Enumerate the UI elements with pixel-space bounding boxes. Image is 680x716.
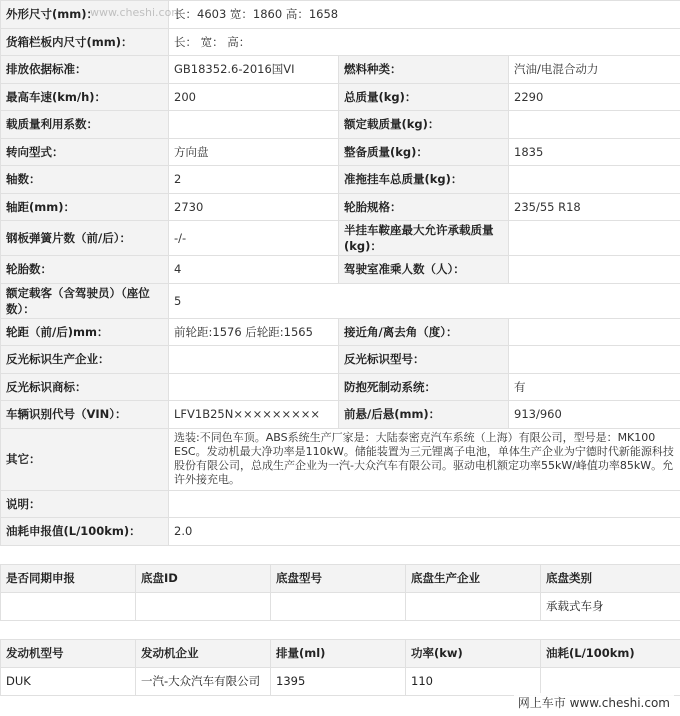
spec-label: 油耗申报值(L/100km)： bbox=[1, 518, 169, 546]
spec-row bbox=[1, 28, 680, 56]
chassis-header-sync: 是否同期申报 bbox=[1, 564, 136, 592]
spec-row bbox=[1, 518, 680, 546]
spec-row bbox=[1, 111, 680, 139]
spec-row bbox=[1, 83, 680, 111]
spec-label: 轴数： bbox=[1, 166, 169, 194]
spec-value bbox=[169, 490, 680, 518]
spec-label: 车辆识别代号（VIN）： bbox=[1, 401, 169, 429]
spec-row bbox=[1, 221, 680, 256]
chassis-value-category: 承载式车身 bbox=[541, 592, 680, 620]
spec-value bbox=[509, 111, 680, 139]
spec-row bbox=[1, 256, 680, 284]
chassis-header-maker: 底盘生产企业 bbox=[406, 564, 541, 592]
spec-value: 前轮距:1576 后轮距:1565 bbox=[169, 318, 339, 346]
engine-value-maker: 一汽-大众汽车有限公司 bbox=[136, 667, 271, 695]
spec-label: 前悬/后悬(mm)： bbox=[339, 401, 509, 429]
spec-value bbox=[169, 111, 339, 139]
engine-value-power: 110 bbox=[406, 667, 541, 695]
spec-value: -/- bbox=[169, 221, 339, 256]
spec-value: LFV1B25N××××××××× bbox=[169, 401, 339, 429]
engine-table bbox=[0, 639, 680, 696]
spec-label: 接近角/离去角（度）： bbox=[339, 318, 509, 346]
engine-header-power: 功率(kw) bbox=[406, 639, 541, 667]
spec-label: 外形尺寸(mm)： bbox=[1, 1, 169, 29]
spec-label: 转向型式： bbox=[1, 138, 169, 166]
chassis-value-model bbox=[271, 592, 406, 620]
spec-label: 燃料种类： bbox=[339, 56, 509, 84]
engine-header-consumption: 油耗(L/100km) bbox=[541, 639, 680, 667]
spec-value: 200 bbox=[169, 83, 339, 111]
spec-label: 最高车速(km/h)： bbox=[1, 83, 169, 111]
engine-header-maker: 发动机企业 bbox=[136, 639, 271, 667]
spec-row bbox=[1, 283, 680, 318]
engine-value-displacement: 1395 bbox=[271, 667, 406, 695]
spec-label: 防抱死制动系统： bbox=[339, 373, 509, 401]
chassis-header-row bbox=[1, 564, 680, 592]
spec-row bbox=[1, 166, 680, 194]
spec-value: 2730 bbox=[169, 193, 339, 221]
spec-value: 方向盘 bbox=[169, 138, 339, 166]
chassis-value-row bbox=[1, 592, 680, 620]
spec-label: 货箱栏板内尺寸(mm)： bbox=[1, 28, 169, 56]
spec-value bbox=[169, 346, 339, 374]
spec-value: 1835 bbox=[509, 138, 680, 166]
spec-row bbox=[1, 373, 680, 401]
engine-header-model: 发动机型号 bbox=[1, 639, 136, 667]
spec-row bbox=[1, 138, 680, 166]
spec-row bbox=[1, 56, 680, 84]
chassis-value-maker bbox=[406, 592, 541, 620]
spec-value: 汽油/电混合动力 bbox=[509, 56, 680, 84]
spec-value: GB18352.6-2016国VI bbox=[169, 56, 339, 84]
chassis-value-sync bbox=[1, 592, 136, 620]
engine-value-row bbox=[1, 667, 680, 695]
spec-row bbox=[1, 490, 680, 518]
spec-label: 排放依据标准： bbox=[1, 56, 169, 84]
spec-label: 反光标识型号： bbox=[339, 346, 509, 374]
watermark-bottom: 网上车市 www.cheshi.com bbox=[514, 693, 674, 712]
chassis-table bbox=[0, 564, 680, 621]
spec-row bbox=[1, 193, 680, 221]
spec-label: 钢板弹簧片数（前/后）： bbox=[1, 221, 169, 256]
spec-label: 轮距（前/后)mm： bbox=[1, 318, 169, 346]
spec-value: 2 bbox=[169, 166, 339, 194]
spec-value: 长：4603 宽：1860 高：1658 bbox=[169, 1, 680, 29]
spec-value bbox=[509, 318, 680, 346]
spec-label: 轴距(mm)： bbox=[1, 193, 169, 221]
spec-value bbox=[509, 166, 680, 194]
spec-label: 其它： bbox=[1, 428, 169, 490]
spec-label: 总质量(kg)： bbox=[339, 83, 509, 111]
spec-value: 2.0 bbox=[169, 518, 680, 546]
spec-label: 轮胎数： bbox=[1, 256, 169, 284]
chassis-header-id: 底盘ID bbox=[136, 564, 271, 592]
spec-label: 准拖挂车总质量(kg)： bbox=[339, 166, 509, 194]
spec-label: 额定载客（含驾驶员）（座位数）： bbox=[1, 283, 169, 318]
spec-label: 整备质量(kg)： bbox=[339, 138, 509, 166]
spec-value: 有 bbox=[509, 373, 680, 401]
engine-header-row bbox=[1, 639, 680, 667]
spec-value: 2290 bbox=[509, 83, 680, 111]
spec-row bbox=[1, 346, 680, 374]
spec-value: 913/960 bbox=[509, 401, 680, 429]
spec-label: 驾驶室准乘人数（人）： bbox=[339, 256, 509, 284]
spec-value: 长： 宽： 高： bbox=[169, 28, 680, 56]
spec-value bbox=[509, 346, 680, 374]
spec-label: 半挂车鞍座最大允许承载质量(kg)： bbox=[339, 221, 509, 256]
spec-label: 额定载质量(kg)： bbox=[339, 111, 509, 139]
spec-value: 5 bbox=[169, 283, 680, 318]
chassis-header-model: 底盘型号 bbox=[271, 564, 406, 592]
chassis-header-category: 底盘类别 bbox=[541, 564, 680, 592]
spec-value bbox=[509, 256, 680, 284]
spec-label: 载质量利用系数： bbox=[1, 111, 169, 139]
spec-row bbox=[1, 318, 680, 346]
engine-header-displacement: 排量(ml) bbox=[271, 639, 406, 667]
spec-label: 轮胎规格： bbox=[339, 193, 509, 221]
spec-value: 235/55 R18 bbox=[509, 193, 680, 221]
spec-value bbox=[509, 221, 680, 256]
spec-label: 反光标识商标： bbox=[1, 373, 169, 401]
chassis-value-id bbox=[136, 592, 271, 620]
spec-value: 选装:不同色车顶。ABS系统生产厂家是：大陆泰密克汽车系统（上海）有限公司，型号是：MK100 ESC。发动机最大净功率是110kW。储能装置为三元锂离子电池，单体生产企业为宁德时代新能源科技股份有限公司，总成生产企业为一汽-大众汽车有限公司。驱动电机额定功率55kW/峰值功率85kW。允许外接充电。 bbox=[169, 428, 680, 490]
engine-value-model: DUK bbox=[1, 667, 136, 695]
engine-value-consumption bbox=[541, 667, 680, 695]
spec-value: 4 bbox=[169, 256, 339, 284]
spec-label: 说明： bbox=[1, 490, 169, 518]
spec-row bbox=[1, 401, 680, 429]
spec-label: 反光标识生产企业： bbox=[1, 346, 169, 374]
spec-value bbox=[169, 373, 339, 401]
spec-row bbox=[1, 428, 680, 490]
watermark-top: www.cheshi.com bbox=[90, 6, 183, 19]
